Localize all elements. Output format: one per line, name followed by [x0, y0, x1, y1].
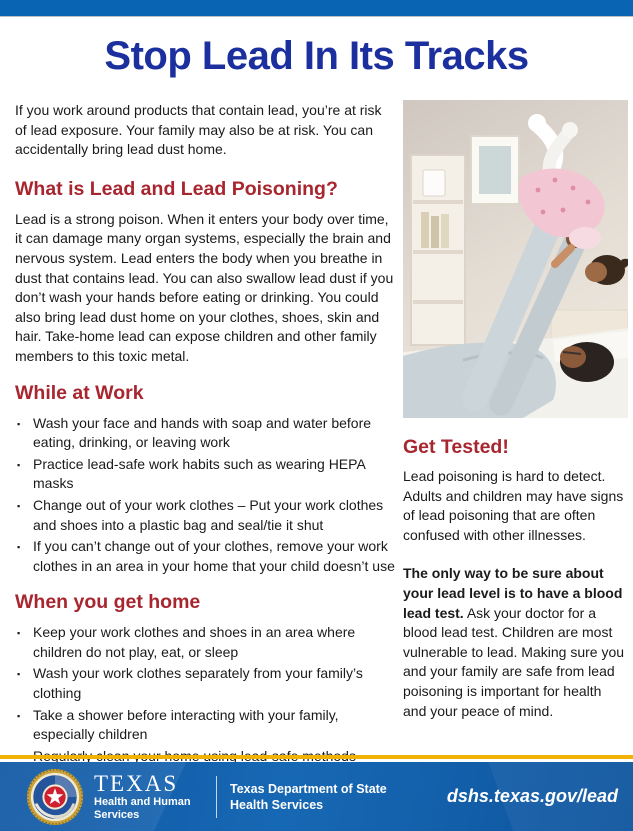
square-bullet-icon: ▪: [17, 669, 21, 680]
footer: [0, 762, 633, 831]
heading-while-at-work: While at Work: [15, 381, 144, 404]
department-name-line2: Health Services: [230, 797, 324, 812]
list-item: [17, 706, 395, 745]
square-bullet-icon: ▪: [17, 628, 21, 639]
intro-paragraph: If you work around products that contain lead, you’re at risk of lead exposure. Your family may also be at risk. You can accidentally bring lead dust home.: [15, 102, 382, 158]
department-name-line1: Texas Department of State: [230, 781, 387, 796]
main-content-column: [15, 101, 395, 773]
footer-gold-rule: [0, 755, 633, 759]
footer-website-url: dshs.texas.gov/lead: [446, 786, 618, 806]
list-item-text: Change out of your work clothes – Put your work clothes and shoes into a plastic bag and seal/tie it shut: [33, 496, 384, 533]
list-item-text: If you can’t change out of your clothes, remove your work clothes in an area in your home that your child doesn’t use: [33, 538, 395, 574]
list-item: [17, 455, 395, 494]
texas-hhs-seal-icon: [26, 768, 84, 826]
get-tested-bold-text: The only way to be sure about your lead level is to have a blood lead test.: [403, 565, 623, 621]
list-item-text: Keep your work clothes and shoes in an area where children do not play, eat, or sleep: [33, 624, 356, 660]
heading-what-is-lead: What is Lead and Lead Poisoning?: [15, 177, 338, 200]
heading-when-you-get-home: When you get home: [15, 591, 201, 614]
footer-divider: [216, 776, 217, 818]
square-bullet-icon: ▪: [17, 500, 21, 511]
list-item: [17, 537, 395, 576]
square-bullet-icon: ▪: [17, 459, 21, 470]
while-at-work-list: [17, 414, 395, 577]
list-item: [17, 414, 395, 453]
hhs-logo-text: [94, 772, 206, 822]
list-item-text: Wash your work clothes separately from your family’s clothing: [33, 665, 363, 702]
list-item-text: Take a shower before interacting with your family, especially children: [33, 706, 339, 743]
when-home-list: [17, 623, 395, 767]
get-tested-paragraph-1: Lead poisoning is hard to detect. Adults and children may have signs of lead poisoning that are often confused with other illnesses.: [403, 468, 624, 543]
list-item: [17, 664, 395, 703]
page-title: Stop Lead In Its Tracks: [104, 34, 529, 78]
list-item: [17, 496, 395, 535]
picture-frame: [471, 136, 519, 204]
hhs-logo-subtitle: Health and Human Services: [94, 795, 191, 821]
square-bullet-icon: ▪: [17, 418, 21, 429]
what-is-lead-paragraph: Lead is a strong poison. When it enters your body over time, it can damage many organ systems, especially the brain and nervous system. Lead enters the body when you breathe in dust that contains lead. You can also swallow lead dust if you don’t wash your hands before eating or drinking. You could also bring lead dust home on your clothes, shoes, skin and hair. Take-home lead can expose children and other family members to this toxic metal.: [15, 210, 394, 364]
bookshelf: [411, 155, 465, 345]
sidebar-column: [403, 100, 628, 721]
square-bullet-icon: ▪: [17, 542, 21, 553]
get-tested-paragraph-2: [403, 564, 625, 721]
family-photo: [403, 100, 628, 418]
list-item-text: Wash your face and hands with soap and water before eating, drinking, or leaving work: [33, 414, 372, 451]
top-accent-bar: [0, 0, 633, 17]
hhs-logo-texas: TEXAS: [94, 770, 179, 796]
square-bullet-icon: ▪: [17, 710, 21, 721]
get-tested-section: [403, 435, 625, 721]
list-item-text: Practice lead-safe work habits such as wearing HEPA masks: [33, 455, 366, 492]
list-item: [17, 623, 395, 662]
get-tested-regular-text: Ask your doctor for a blood lead test. Children are most vulnerable to lead. Making sure you and your family are safe from lead poisoning is important for health and your peace of mind.: [403, 604, 625, 719]
heading-get-tested: Get Tested!: [403, 436, 509, 458]
department-name: [230, 781, 387, 813]
